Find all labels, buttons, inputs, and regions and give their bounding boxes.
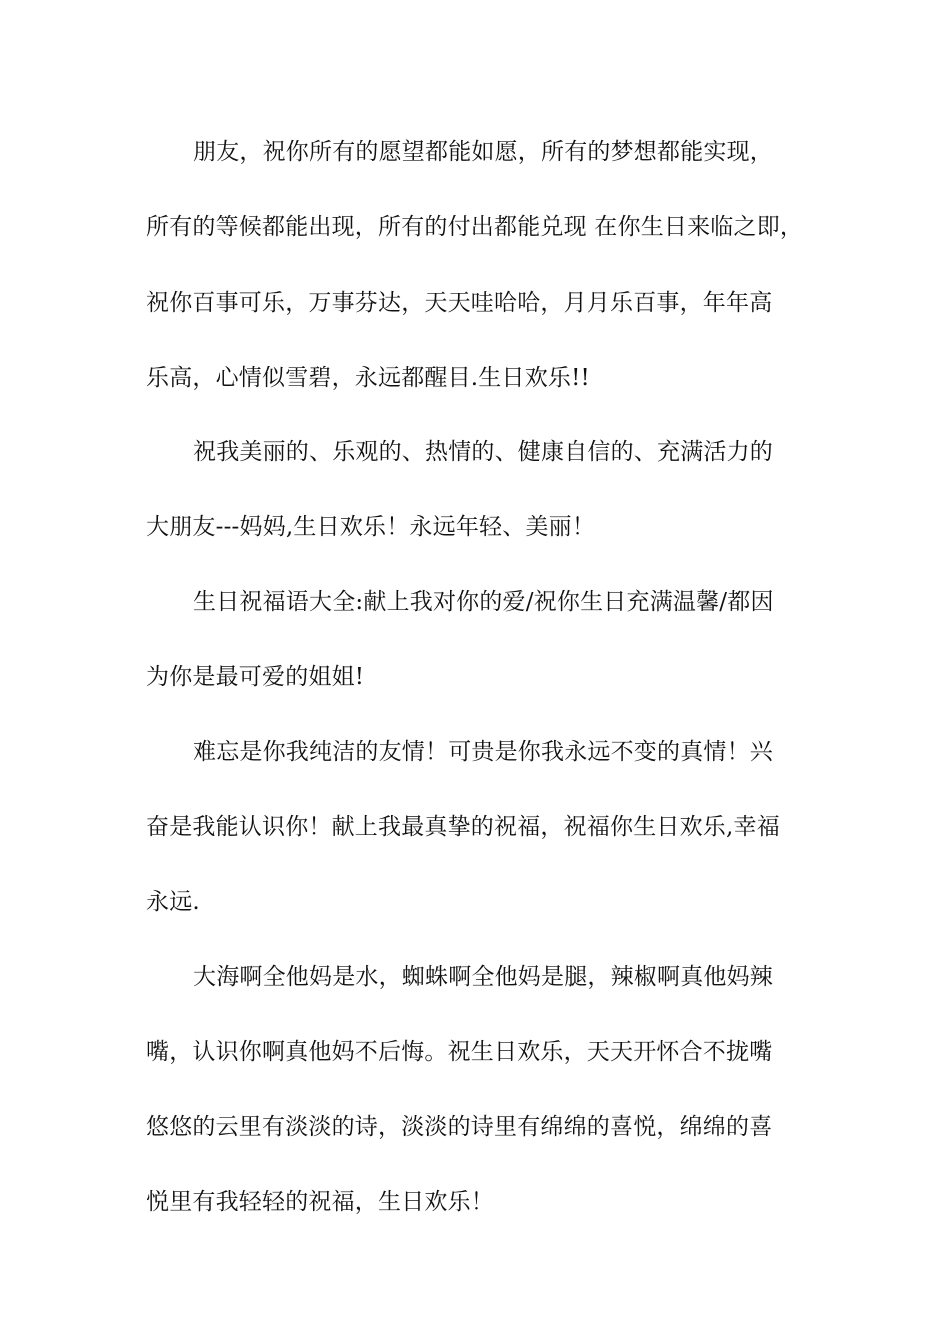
text-line: 嘴，认识你啊真他妈不后悔。祝生日欢乐，天天开怀合不拢嘴 <box>146 1039 773 1065</box>
text-line: 大海啊全他妈是水，蜘蛛啊全他妈是腿，辣椒啊真他妈辣 <box>193 964 773 990</box>
text-line: 悠悠的云里有淡淡的诗，淡淡的诗里有绵绵的喜悦，绵绵的喜 <box>146 1114 773 1140</box>
text-line: 大朋友---妈妈,生日欢乐！永远年轻、美丽！ <box>146 514 596 540</box>
text-line: 祝你百事可乐，万事芬达，天天哇哈哈，月月乐百事，年年高 <box>146 290 773 316</box>
text-line: 生日祝福语大全:献上我对你的爱/祝你生日充满温馨/都因 <box>193 589 774 615</box>
text-line: 祝我美丽的、乐观的、热情的、健康自信的、充满活力的 <box>193 439 773 465</box>
text-line: 永远. <box>146 889 200 915</box>
text-line: 悦里有我轻轻的祝福，生日欢乐！ <box>146 1189 494 1215</box>
text-line: 为你是最可爱的姐姐! <box>146 664 365 690</box>
text-line: 乐高，心情似雪碧，永远都醒目.生日欢乐!! <box>146 365 590 391</box>
text-line: 奋是我能认识你！献上我最真挚的祝福，祝福你生日欢乐,幸福 <box>146 814 780 840</box>
text-line: 所有的等候都能出现，所有的付出都能兑现 在你生日来临之即， <box>146 214 804 240</box>
text-line: 难忘是你我纯洁的友情！可贵是你我永远不变的真情！兴 <box>193 739 773 765</box>
text-line: 朋友，祝你所有的愿望都能如愿，所有的梦想都能实现， <box>193 139 773 165</box>
